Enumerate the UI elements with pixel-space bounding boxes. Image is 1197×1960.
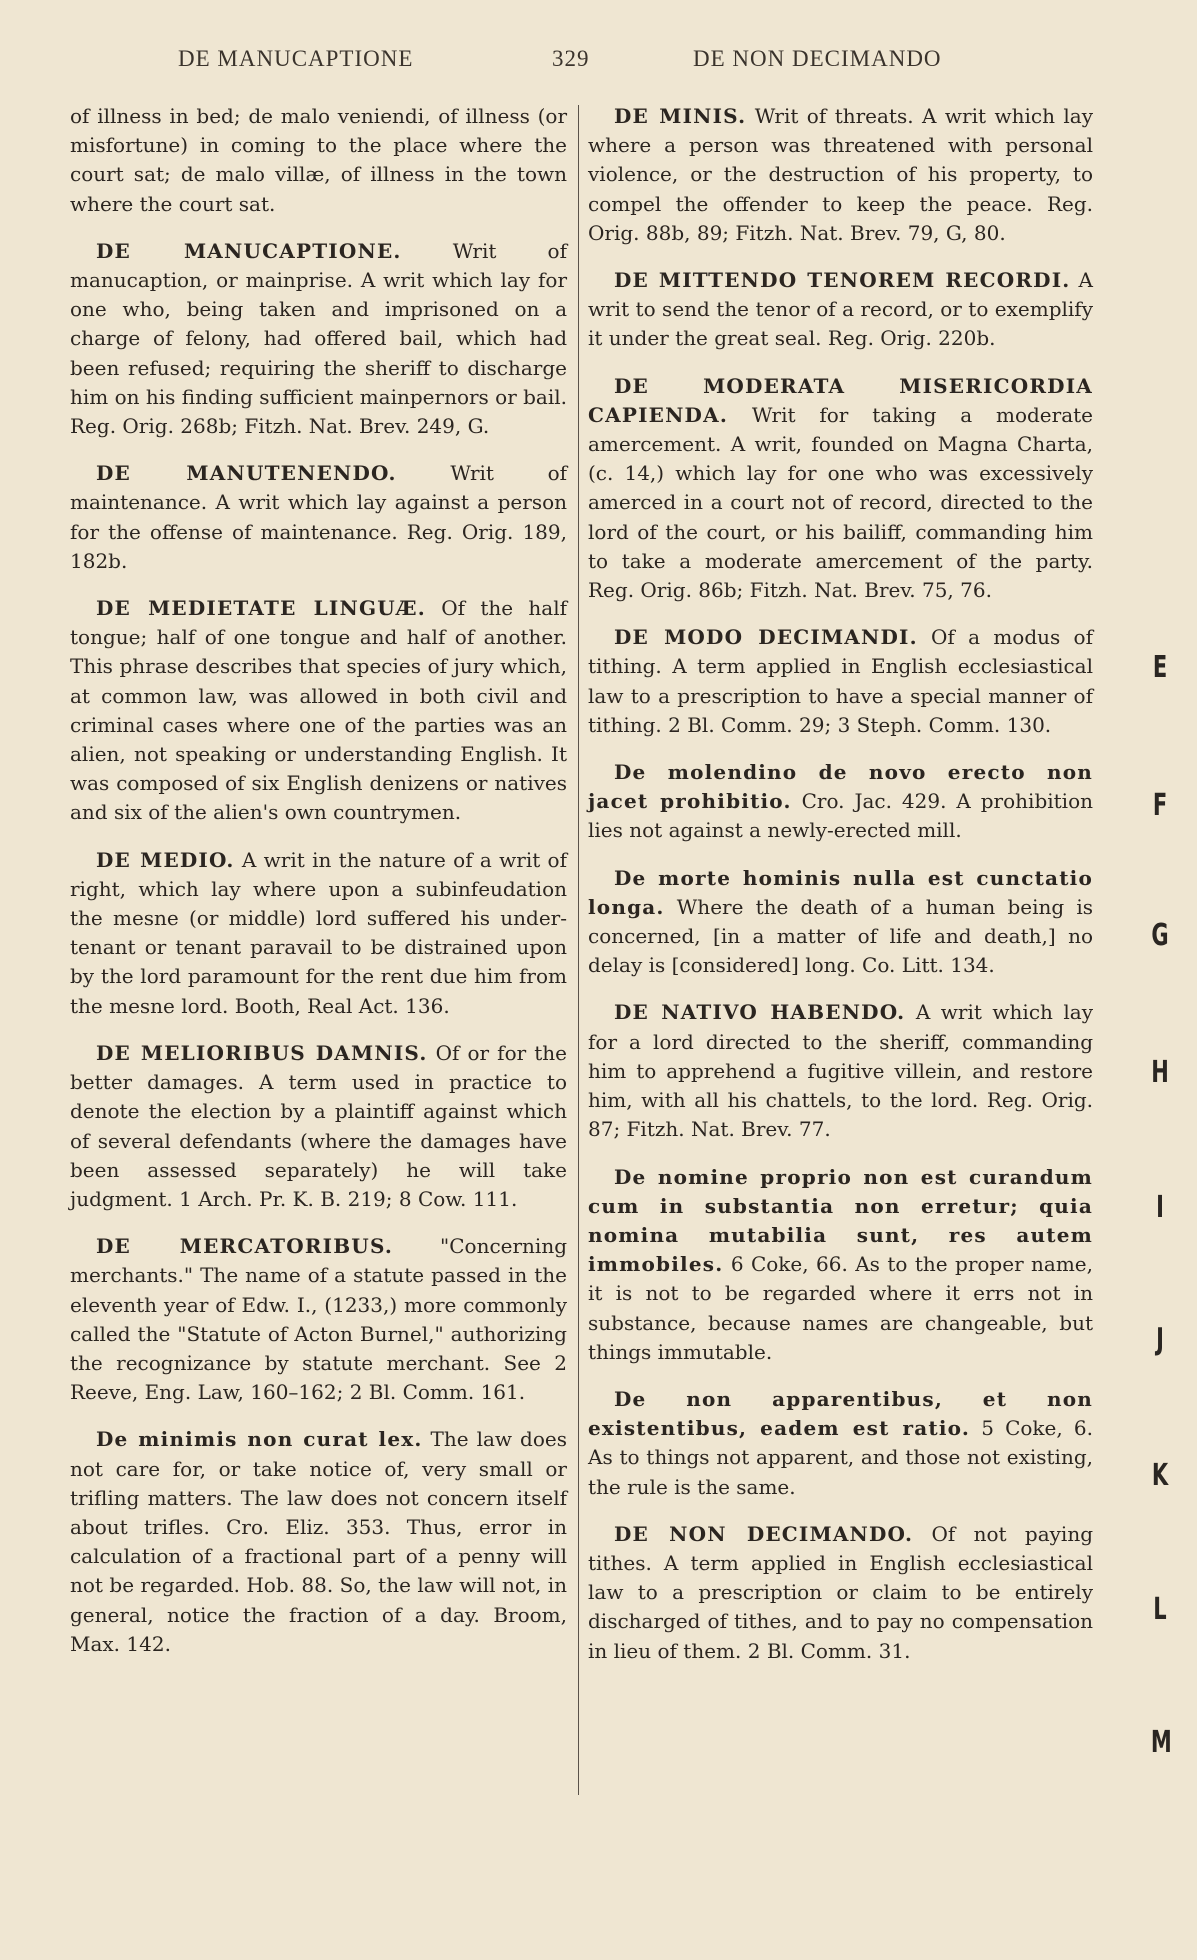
entry-text: of illness in bed; de malo veniendi, of illness (or misfortune) in coming to the place where the court sat; de malo villæ, of illness in the town where the court sat. <box>70 104 567 216</box>
thumb-tab-i: I <box>1156 1190 1164 1225</box>
entry-text: Writ of threats. A writ which lay where a person was threatened with personal violence, or the destruction of his property, to compel the offender to keep the peace. Reg. Orig. 88b, 89; Fitzh. Nat. Brev. 79, G, 80. <box>588 104 1094 245</box>
entry <box>588 998 1093 1144</box>
entry <box>588 758 1093 846</box>
entry-headword: De morte hominis nulla est cunctatio longa. <box>588 865 1093 919</box>
entry-text: 6 Coke, 66. As to the proper name, it is not to be regarded where it errs not in substance, because names are changeable, but things immutable. <box>588 1252 1094 1364</box>
entry <box>588 102 1093 248</box>
entry-headword: DE MERCATORIBUS. <box>96 1234 394 1259</box>
thumb-tab-k: K <box>1151 1458 1169 1493</box>
entry-headword: DE MEDIO. <box>96 847 235 872</box>
entry <box>588 1520 1093 1666</box>
running-head-left: DE MANUCAPTIONE <box>178 46 414 71</box>
entry <box>588 1385 1093 1502</box>
entry-headword: De non apparentibus, et non existentibus, eadem est ratio. <box>588 1386 1093 1441</box>
entry-text: A writ which lay for a lord directed to the sheriff, commanding him to apprehend a fugitive villein, and restore him, with all his chattels, to the lord. Reg. Orig. 87; Fitzh. Nat. Brev. 77. <box>588 1000 1094 1142</box>
entry <box>70 1039 567 1214</box>
entry-text: Of not paying tithes. A term applied in English ecclesiastical law to a prescription or claim to be entirely discharged of tithes, and to pay no compensation in lieu of them. 2 Bl. Comm. 31. <box>588 1521 1094 1663</box>
entry-headword: DE MITTENDO TENOREM RECORDI. <box>614 268 1071 293</box>
entry <box>588 864 1093 981</box>
entry <box>70 1425 567 1659</box>
thumb-tab-f: F <box>1152 788 1168 823</box>
entry-headword: DE MELIORIBUS DAMNIS. <box>96 1040 428 1065</box>
entry-text: Of the half tongue; half of one tongue and half of another. This phrase describes that species of jury which, at common law, was allowed in both civil and criminal cases where one of the parties was an alien, not speaking or understanding English. It was composed of six English denizens or natives and six of the alien's own countrymen. <box>70 596 568 825</box>
entry-text: Cro. Jac. 429. A prohibition lies not against a newly-erected mill. <box>588 789 1093 843</box>
entry-text: Writ for taking a moderate amercement. A writ, founded on Magna Charta, (c. 14,) which lay for one who was excessively amerced in a court not of record, directed to the lord of the court, or his bailiff, commanding him to take a moderate amercement of the party. Reg. Orig. 86b; Fitzh. Nat. Brev. 75, 76. <box>588 402 1094 603</box>
entry-text: The law does not care for, or take notice of, very small or trifling matters. The law does not concern itself about trifles. Cro. Eliz. 353. Thus, error in calculation of a fractional part of a penny will not be regarded. Hob. 88. So, the law will not, in general, notice the fraction of a day. Broom, Max. 142. <box>70 1427 568 1656</box>
entry <box>70 102 567 219</box>
entry-headword: DE MODERATA MISERICORDIA CAPIENDA. <box>588 373 1093 427</box>
entry <box>588 1163 1093 1367</box>
thumb-tab-h: H <box>1151 1055 1169 1090</box>
page-header <box>0 46 1197 80</box>
entry-headword: DE NON DECIMANDO. <box>614 1521 914 1546</box>
thumb-tab-e: E <box>1152 650 1168 685</box>
entry-text: Of or for the better damages. A term used in practice to denote the election by a plaintiff against which of several defendants (where the damages have been assessed separately) he will take judgment. 1 Arch. Pr. K. B. 219; 8 Cow. 111. <box>70 1040 568 1211</box>
entry-text: Writ of maintenance. A writ which lay against a person for the offense of maintenance. Reg. Orig. 189, 182b. <box>70 461 568 573</box>
entry-text: Writ of manucaption, or mainprise. A writ which lay for one who, being taken and imprisoned on a charge of felony, had offered bail, which had been refused; requiring the sheriff to discharge him on his finding sufficient mainpernors or bail. Reg. Orig. 268b; Fitzh. Nat. Brev. 249, G. <box>70 238 568 439</box>
entry-text: A writ in the nature of a writ of right, which lay where upon a subinfeudation the mesne (or middle) lord suffered his under-tenant or tenant paravail to be distrained upon by the lord paramount for the rent due him from the mesne lord. Booth, Real Act. 136. <box>70 847 567 1018</box>
thumb-tab-l: L <box>1153 1592 1167 1627</box>
entry <box>70 237 567 441</box>
entry <box>70 459 567 576</box>
entry-headword: DE MANUCAPTIONE. <box>96 238 402 263</box>
entry-headword: De nomine proprio non est curandum cum in substantia non erretur; quia nomina mutabilia sunt, res autem immobiles. <box>588 1164 1093 1277</box>
entry-headword: DE MINIS. <box>614 104 747 128</box>
entry-text: Of a modus of tithing. A term applied in English ecclesiastical law to a prescription to have a special manner of tithing. 2 Bl. Comm. 29; 3 Steph. Comm. 130. <box>588 625 1093 737</box>
entry <box>588 623 1093 740</box>
entry-headword: DE MANUTENENDO. <box>96 461 397 486</box>
entry-headword: DE MODO DECIMANDI. <box>614 625 918 650</box>
thumb-tab-g: G <box>1151 918 1169 953</box>
page-number: 329 <box>552 46 590 71</box>
right-column <box>588 102 1093 1684</box>
column-divider <box>578 105 579 1795</box>
entry <box>588 372 1093 606</box>
entry-text: Where the death of a human being is concerned, [in a matter of life and death,] no delay is [considered] long. Co. Litt. 134. <box>588 894 1093 978</box>
entry <box>70 846 567 1021</box>
entry <box>70 1232 567 1407</box>
thumb-index <box>1137 0 1197 1960</box>
entry-headword: DE NATIVO HABENDO. <box>614 1000 906 1025</box>
entry-headword: De molendino de novo erecto non jacet prohibitio. <box>588 760 1093 814</box>
entry-text: "Concerning merchants." The name of a statute passed in the eleventh year of Edw. I., (1233,) more commonly called the "Statute of Acton Burnel," authorizing the recognizance by statute merchant. See 2 Reeve, Eng. Law, 160–162; 2 Bl. Comm. 161. <box>70 1234 568 1405</box>
entry-text: 5 Coke, 6. As to things not apparent, and those not existing, the rule is the same. <box>588 1416 1094 1499</box>
left-column <box>70 102 567 1677</box>
entry-text: A writ to send the tenor of a record, or to exemplify it under the great seal. Reg. Orig. 220b. <box>588 268 1093 351</box>
running-head-right: DE NON DECIMANDO <box>693 46 942 71</box>
entry-headword: DE MEDIETATE LINGUÆ. <box>96 596 426 621</box>
entry <box>70 594 567 828</box>
entry-headword: De minimis non curat lex. <box>96 1427 423 1452</box>
entry <box>588 266 1093 354</box>
thumb-tab-m: M <box>1150 1725 1172 1760</box>
thumb-tab-j: J <box>1156 1322 1164 1357</box>
